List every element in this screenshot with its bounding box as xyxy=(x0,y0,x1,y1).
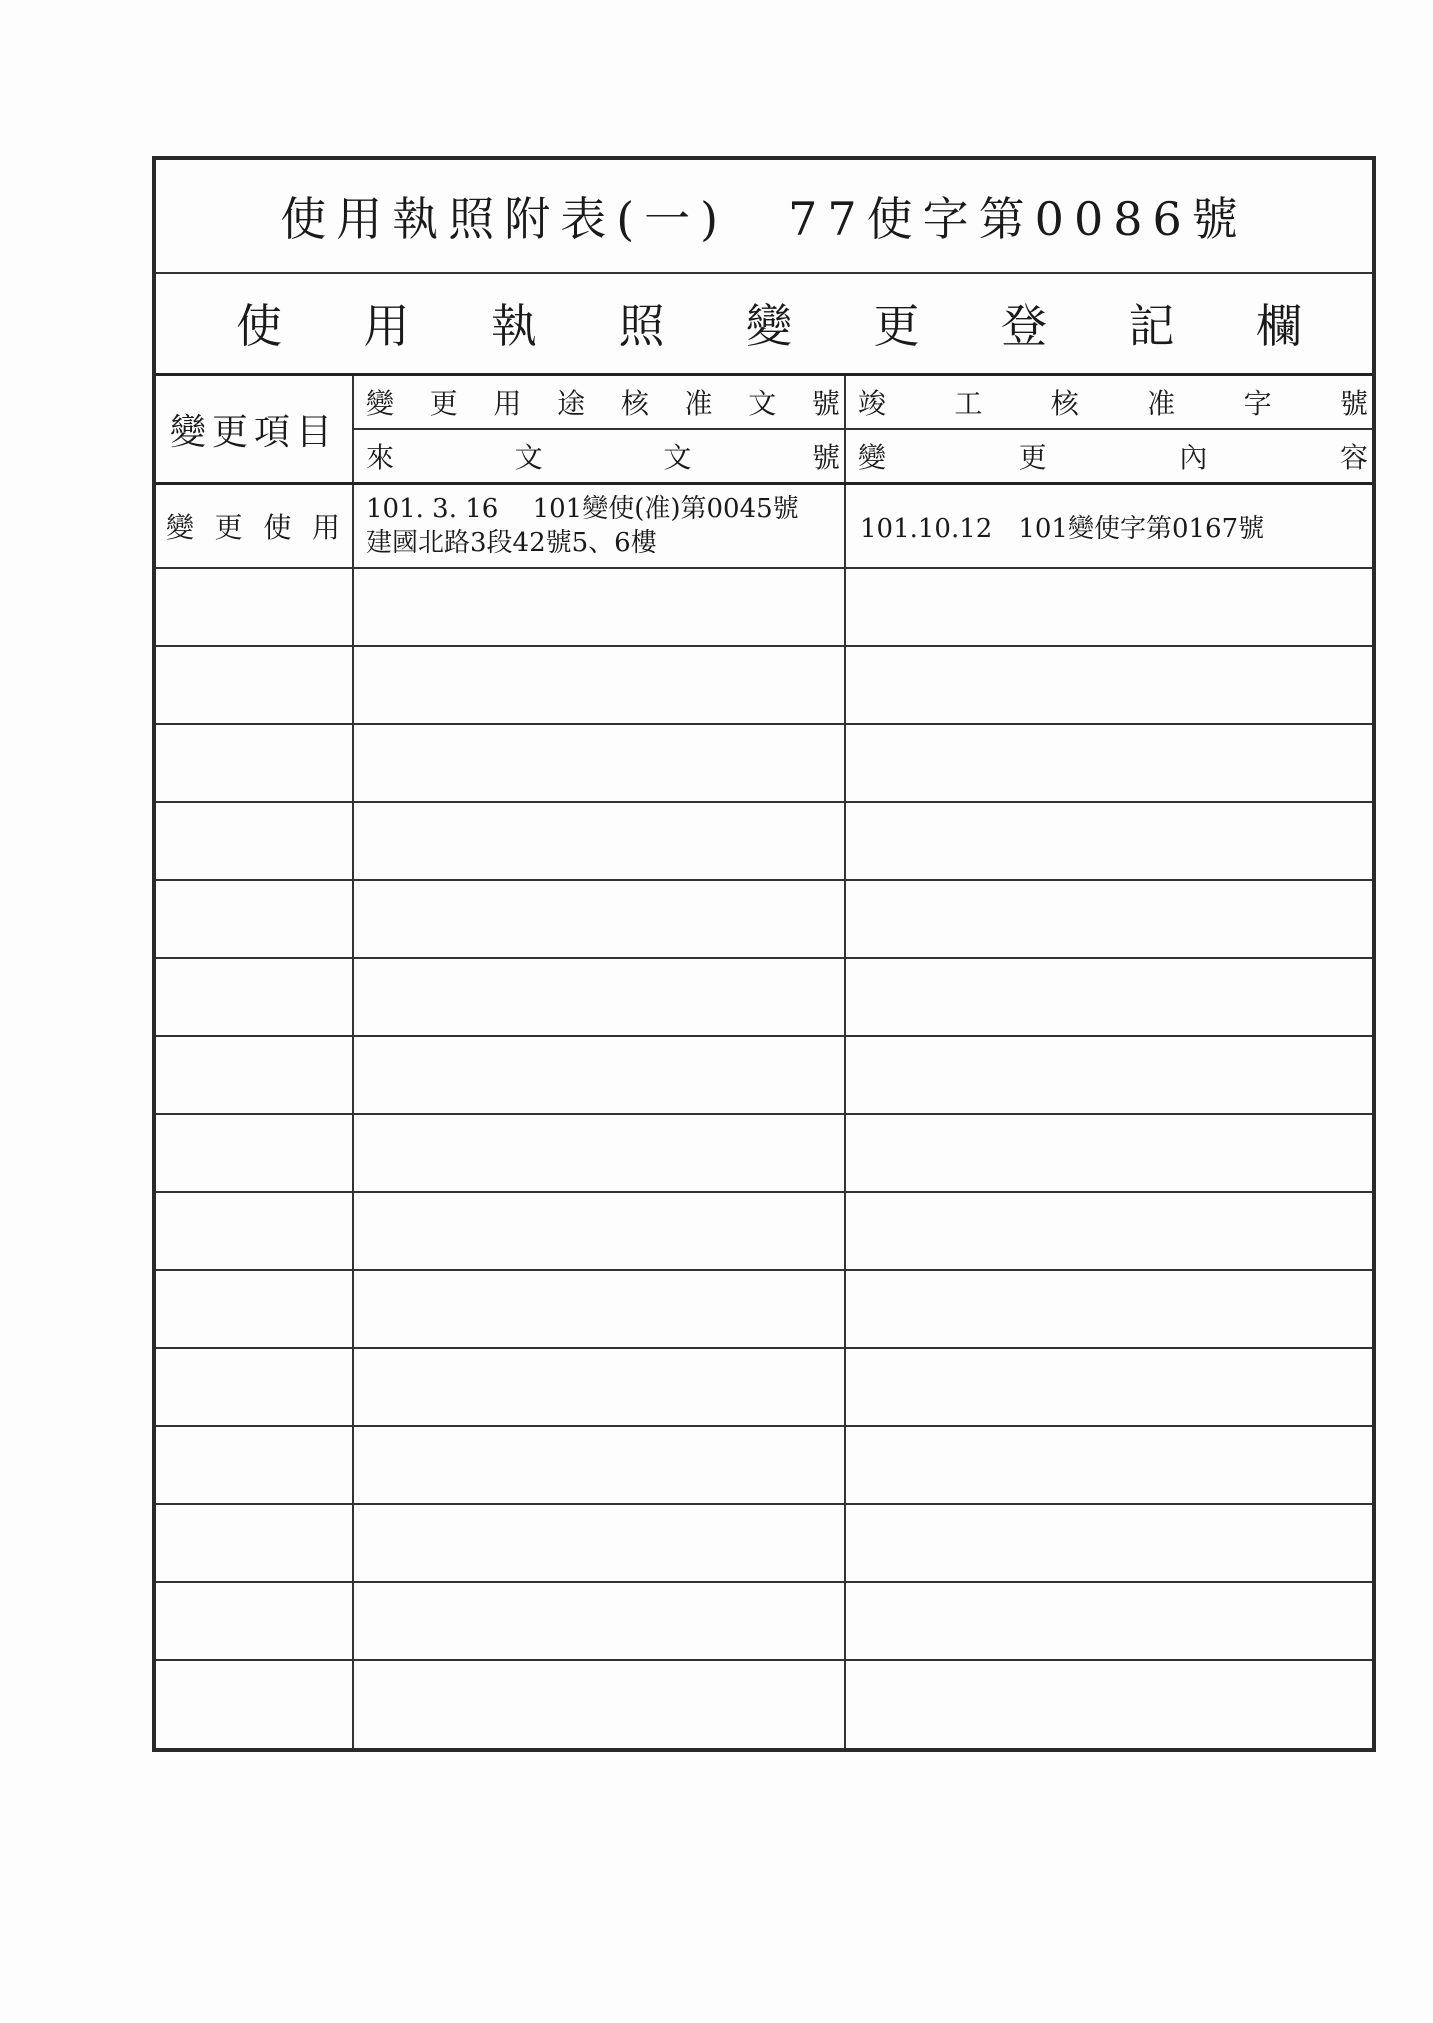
row-line xyxy=(156,801,1372,803)
header-char: 號 xyxy=(1339,387,1368,420)
column-divider xyxy=(844,376,846,1748)
row-line xyxy=(156,1191,1372,1193)
header-char: 變 xyxy=(858,441,887,474)
title-left: 使用執照附表(一) xyxy=(280,192,729,246)
change-content-header xyxy=(846,430,1372,482)
row-line xyxy=(156,1581,1372,1583)
page-title xyxy=(156,160,1372,274)
row-line xyxy=(156,1659,1372,1661)
row-line xyxy=(156,1425,1372,1427)
row-line xyxy=(156,567,1372,569)
section-title-char: 照 xyxy=(618,298,665,353)
table-row-item xyxy=(156,485,352,567)
approval-doc-header xyxy=(354,376,844,428)
approval-address: 建國北路3段42號5、6樓 xyxy=(366,528,657,558)
row-line xyxy=(156,1113,1372,1115)
section-title-char: 執 xyxy=(491,298,537,353)
header-char: 來 xyxy=(366,441,395,474)
item-char: 使 xyxy=(263,511,292,544)
row-line xyxy=(156,1503,1372,1505)
incoming-doc-header xyxy=(354,430,844,482)
header-char: 核 xyxy=(620,387,649,420)
header-char: 號 xyxy=(811,387,840,420)
license-table xyxy=(152,156,1376,1752)
header-char: 准 xyxy=(684,387,713,420)
column-divider xyxy=(352,376,354,1748)
section-title-char: 欄 xyxy=(1256,298,1302,353)
header-char: 文 xyxy=(514,441,543,474)
section-title xyxy=(156,272,1372,376)
title-right: 77使字第0086號 xyxy=(788,192,1248,246)
row-line xyxy=(156,957,1372,959)
row-line xyxy=(156,1269,1372,1271)
section-title-char: 更 xyxy=(873,298,920,353)
header-char: 准 xyxy=(1147,387,1176,420)
item-column-header: 變更項目 xyxy=(169,411,338,453)
section-title-char: 用 xyxy=(363,298,410,353)
header-char: 字 xyxy=(1243,387,1272,420)
section-title-char: 記 xyxy=(1128,298,1175,353)
section-title-char: 登 xyxy=(1001,298,1047,353)
item-char: 更 xyxy=(214,511,243,544)
approval-doc-number: 101. 3. 16 101變使(准)第0045號 xyxy=(366,494,799,524)
header-char: 容 xyxy=(1339,441,1368,474)
header-char: 核 xyxy=(1050,387,1079,420)
header-char: 文 xyxy=(748,387,777,420)
section-title-char: 使 xyxy=(236,298,282,353)
item-char: 用 xyxy=(311,511,340,544)
row-line xyxy=(156,1347,1372,1349)
header-char: 內 xyxy=(1179,441,1208,474)
header-char: 更 xyxy=(1018,441,1047,474)
header-char: 竣 xyxy=(858,387,887,420)
header-char: 文 xyxy=(663,441,692,474)
completion-approval-header xyxy=(846,376,1372,428)
table-row-completion-approval: 101.10.12 101變使字第0167號 xyxy=(860,513,1265,544)
table-row-approval-doc xyxy=(354,485,844,567)
header-char: 途 xyxy=(557,387,586,420)
row-line xyxy=(156,723,1372,725)
header-char: 更 xyxy=(429,387,458,420)
header-char: 工 xyxy=(954,387,983,420)
item-char: 變 xyxy=(166,511,195,544)
header-char: 用 xyxy=(493,387,522,420)
section-title-char: 變 xyxy=(746,298,792,353)
row-line xyxy=(156,645,1372,647)
row-line xyxy=(156,1035,1372,1037)
row-line xyxy=(156,879,1372,881)
header-char: 號 xyxy=(811,441,840,474)
header-char: 變 xyxy=(366,387,395,420)
